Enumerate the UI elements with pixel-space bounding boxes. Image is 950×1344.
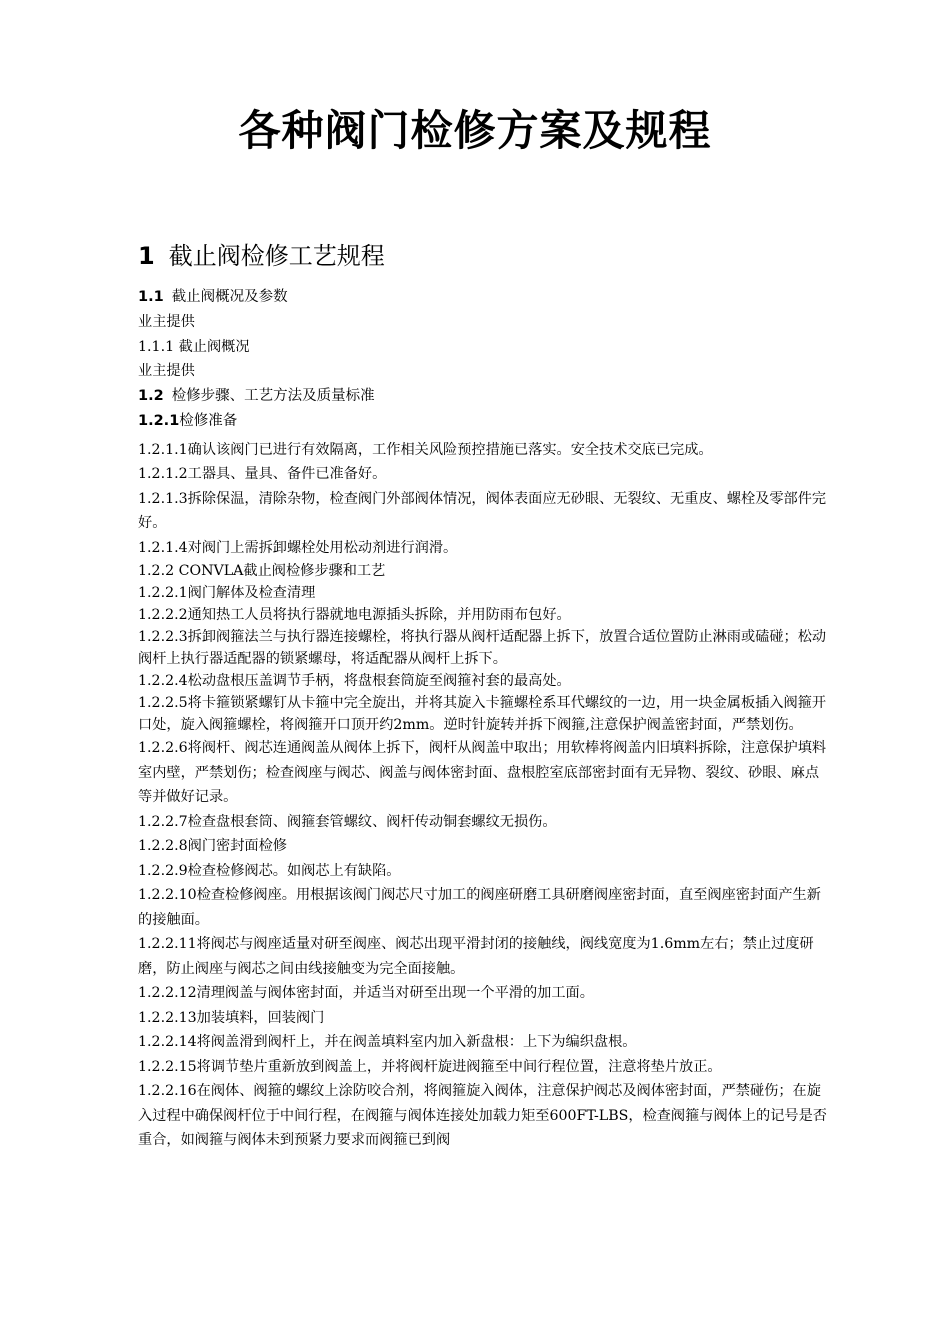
- list-item: 1.2.2.11将阀芯与阀座适量对研至阀座、阀芯出现平滑封闭的接触线，阀线宽度为1.6mm左右；禁止过度研磨，防止阀座与阀芯之间由线接触变为完全面接触。: [138, 936, 814, 977]
- list-item: 1.2.2.9检查检修阀芯。如阀芯上有缺陷。: [138, 862, 401, 879]
- section-heading: [138, 237, 828, 275]
- list-item: 1.2.2.13加装填料，回装阀门: [138, 1009, 325, 1026]
- subsubsection-heading: [138, 409, 828, 434]
- paragraph: 业主提供: [138, 314, 195, 330]
- list-item: 1.2.1.2工器具、量具、备件已准备好。: [138, 466, 387, 482]
- subsection-heading: [138, 285, 828, 310]
- list-item: 1.2.2.2通知热工人员将执行器就地电源插头拆除，并用防雨布包好。: [138, 607, 571, 623]
- list-item: 1.2.2.12清理阀盖与阀体密封面，并适当对研至出现一个平滑的加工面。: [138, 985, 594, 1001]
- document-title: 各种阀门检修方案及规程: [238, 106, 712, 155]
- list-item: 1.2.2.1阀门解体及检查清理: [138, 585, 316, 601]
- list-item: 1.2.2.15将调节垫片重新放到阀盖上，并将阀杆旋进阀箍至中间行程位置，注意将垫片放正。: [138, 1058, 722, 1075]
- paragraph: 业主提供: [138, 363, 195, 379]
- list-item: 1.2.2.4松动盘根压盖调节手柄，将盘根套筒旋至阀箍衬套的最高处。: [138, 673, 571, 689]
- subsection-title: 检修步骤、工艺方法及质量标准: [171, 387, 375, 404]
- subsubsection-number: 1.2.1: [138, 412, 180, 429]
- list-item: 1.2.2.7检查盘根套筒、阀箍套管螺纹、阀杆传动铜套螺纹无损伤。: [138, 813, 557, 830]
- subsection-number: 1.1: [138, 289, 164, 305]
- list-item: 1.2.1.1确认该阀门已进行有效隔离，工作相关风险预控措施已落实。安全技术交底已完成。: [138, 441, 713, 458]
- list-item: 1.2.2.16在阀体、阀箍的螺纹上涂防咬合剂，将阀箍旋入阀体，注意保护阀芯及阀体密封面，严禁碰伤；在旋入过程中确保阀杆位于中间行程，在阀箍与阀体连接处加载力矩至600FT-LBS，检查阀箍与阀体上的记号是否重合，如阀箍与阀体未到预紧力要求而阀箍已到阀: [138, 1083, 827, 1148]
- list-item: 1.2.1.3拆除保温，清除杂物，检查阀门外部阀体情况，阀体表面应无砂眼、无裂纹、无重皮、螺栓及零部件完好。: [138, 490, 827, 531]
- subsection-title: 截止阀概况及参数: [171, 289, 288, 305]
- subsubsection-title: 检修准备: [179, 412, 238, 429]
- list-item: 1.2.2.3拆卸阀箍法兰与执行器连接螺栓，将执行器从阀杆适配器上拆下，放置合适位置防止淋雨或磕碰；松动阀杆上执行器适配器的锁紧螺母，将适配器从阀杆上拆下。: [138, 629, 827, 667]
- list-item: 1.2.2 CONVLA截止阀检修步骤和工艺: [138, 563, 386, 579]
- list-item: 1.2.2.5将卡箍锁紧螺钉从卡箍中完全旋出，并将其旋入卡箍螺栓系耳代螺纹的一边，用一块金属板插入阀箍开口处，旋入阀箍螺栓，将阀箍开口顶开约2mm。逆时针旋转并拆下阀箍,注意保护阀盖密封面，严禁划伤。: [138, 695, 827, 733]
- section-title: 截止阀检修工艺规程: [168, 242, 385, 270]
- list-item: 1.2.2.6将阀杆、阀芯连通阀盖从阀体上拆下，阀杆从阀盖中取出；用软棒将阀盖内旧填料拆除，注意保护填料室内壁，严禁划伤；检查阀座与阀芯、阀盖与阀体密封面、盘根腔室底部密封面有无异物、裂纹、砂眼、麻点等并做好记录。: [138, 740, 827, 805]
- list-item: 1.2.2.8阀门密封面检修: [138, 838, 287, 854]
- list-item: 1.2.2.14将阀盖滑到阀杆上，并在阀盖填料室内加入新盘根：上下为编织盘根。: [138, 1034, 637, 1050]
- document-body: [138, 237, 828, 1153]
- section-number: 1: [138, 242, 155, 270]
- subsection-heading: [138, 384, 828, 409]
- subsection-number: 1.2: [138, 387, 164, 404]
- paragraph: 1.1.1 截止阀概况: [138, 338, 250, 355]
- list-item: 1.2.1.4对阀门上需拆卸螺栓处用松动剂进行润滑。: [138, 539, 458, 556]
- list-item: 1.2.2.10检查检修阀座。用根据该阀门阀芯尺寸加工的阀座研磨工具研磨阀座密封面，直至阀座密封面产生新的接触面。: [138, 887, 821, 928]
